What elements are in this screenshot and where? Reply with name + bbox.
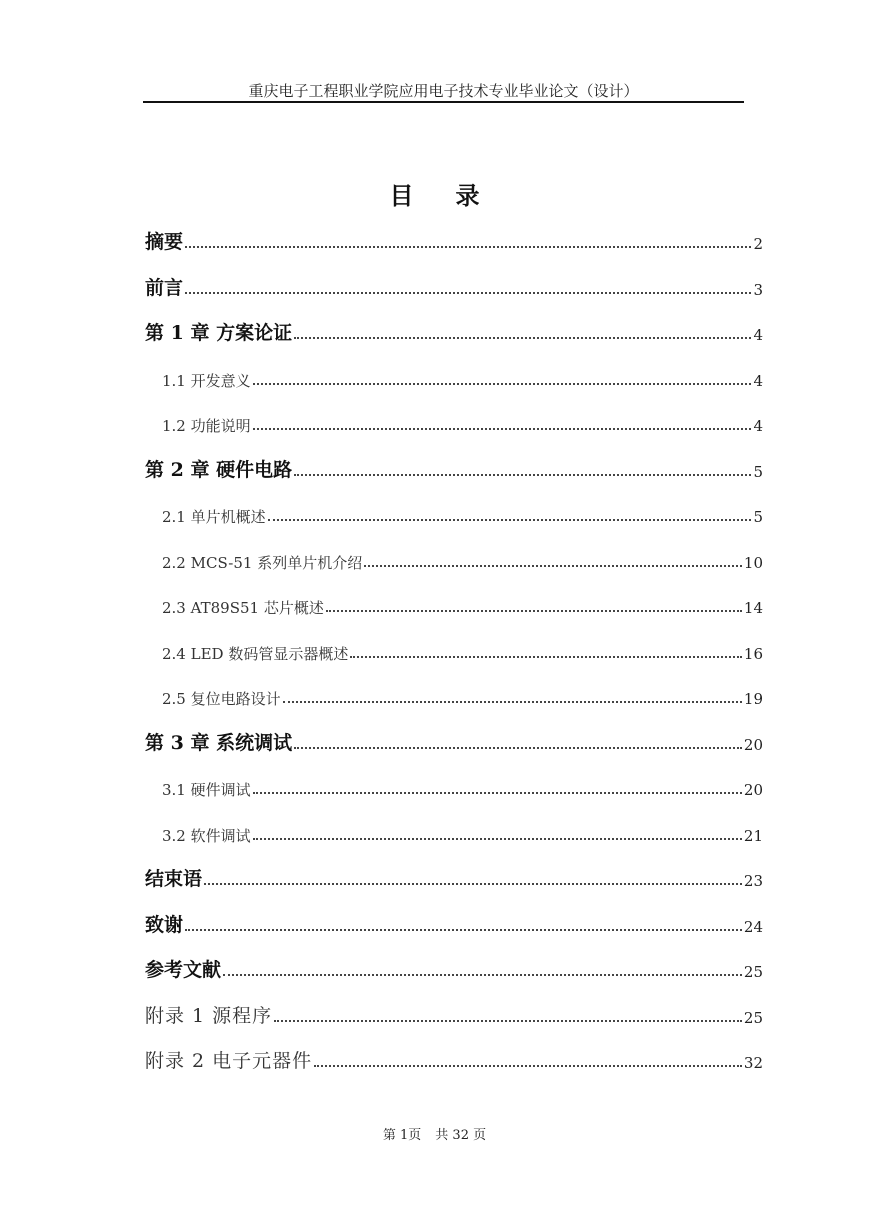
- toc-entry-page: 25: [743, 1008, 763, 1027]
- toc-entry-label: 致谢: [145, 913, 184, 936]
- toc-entry-label: 第 1 章 方案论证: [145, 322, 293, 344]
- toc-entry-page: 5: [753, 462, 763, 481]
- toc-entry-page: 4: [753, 326, 763, 344]
- toc-leader-dots: [294, 746, 742, 749]
- toc-leader-dots: [185, 245, 751, 248]
- toc-entry-label: 第 2 章 硬件电路: [145, 458, 293, 481]
- toc-entry-page: 32: [743, 1054, 763, 1072]
- footer-page-current: 第 1页: [382, 1128, 422, 1143]
- toc-entry-page: 10: [743, 553, 763, 572]
- toc-entry-page: 21: [743, 826, 763, 845]
- toc-entry-label: 附录 2 电子元器件: [145, 1050, 313, 1072]
- toc-entry-page: 3: [753, 280, 763, 299]
- toc-leader-dots: [223, 973, 742, 976]
- toc-entry[interactable]: [145, 270, 763, 300]
- toc-entry-label: 1.2 功能说明: [162, 417, 251, 435]
- toc-leader-dots: [253, 382, 752, 385]
- toc-entry[interactable]: [145, 952, 763, 982]
- toc-entry-page: 4: [753, 371, 763, 390]
- toc-leader-dots: [268, 518, 752, 521]
- toc-entry[interactable]: [162, 588, 763, 618]
- toc-entry-page: 23: [743, 872, 763, 890]
- toc-leader-dots: [283, 700, 742, 703]
- toc-entry-label: 2.2 MCS-51 系列单片机介绍: [162, 553, 363, 572]
- toc-entry-label: 摘要: [145, 231, 184, 253]
- toc-entry[interactable]: [162, 497, 763, 527]
- toc-leader-dots: [314, 1064, 742, 1067]
- toc-entry-label: 2.1 单片机概述: [162, 508, 266, 526]
- header-rule: [143, 101, 744, 103]
- toc-entry-page: 25: [743, 963, 763, 981]
- toc-entry[interactable]: [145, 224, 763, 254]
- toc-entry[interactable]: [145, 315, 763, 345]
- toc-entry[interactable]: [162, 634, 763, 664]
- toc-entry[interactable]: [162, 543, 763, 573]
- toc-title-right: 录: [455, 181, 480, 210]
- toc-title: [0, 176, 869, 211]
- toc-entry[interactable]: [162, 361, 763, 391]
- toc-leader-dots: [185, 928, 742, 931]
- toc-entry-page: 24: [743, 917, 763, 936]
- toc-entry-label: 3.1 硬件调试: [162, 781, 251, 799]
- toc-leader-dots: [294, 336, 751, 339]
- toc-entry-label: 参考文献: [145, 959, 222, 981]
- toc-entry-label: 第 3 章 系统调试: [145, 731, 293, 754]
- toc-entry-page: 20: [743, 781, 763, 799]
- toc-entry-label: 结束语: [145, 868, 203, 890]
- toc-entry-page: 2: [753, 235, 763, 253]
- toc-entry[interactable]: [145, 452, 763, 482]
- toc-leader-dots: [350, 655, 742, 658]
- toc-entry[interactable]: [145, 861, 763, 891]
- toc-leader-dots: [326, 609, 742, 612]
- toc-entry-label: 2.4 LED 数码管显示器概述: [162, 644, 349, 663]
- toc-entry-label: 3.2 软件调试: [162, 826, 251, 845]
- toc-entry[interactable]: [162, 770, 763, 800]
- toc-entry-page: 14: [743, 599, 763, 617]
- toc-entry[interactable]: [162, 679, 763, 709]
- toc-leader-dots: [364, 564, 742, 567]
- toc-entry-page: 19: [743, 690, 763, 708]
- toc-entry-page: 5: [753, 508, 763, 526]
- toc-entry[interactable]: [145, 1043, 763, 1073]
- toc-entry-page: 4: [753, 417, 763, 435]
- toc-entry-label: 2.3 AT89S51 芯片概述: [162, 599, 324, 617]
- toc-entry-label: 1.1 开发意义: [162, 371, 251, 390]
- toc-title-left: 目: [389, 181, 414, 210]
- toc-leader-dots: [253, 427, 752, 430]
- toc-leader-dots: [253, 791, 742, 794]
- toc-entry-label: 2.5 复位电路设计: [162, 690, 281, 708]
- toc-entry-label: 前言: [145, 276, 184, 299]
- toc-leader-dots: [204, 882, 742, 885]
- toc-leader-dots: [253, 837, 742, 840]
- footer-page-total: 共 32 页: [435, 1128, 487, 1143]
- toc-entry-label: 附录 1 源程序: [145, 1004, 273, 1027]
- page-footer: [0, 1124, 869, 1143]
- toc-entry[interactable]: [162, 406, 763, 436]
- page-header: 重庆电子工程职业学院应用电子技术专业毕业论文（设计）: [248, 82, 639, 100]
- toc-entry[interactable]: [145, 907, 763, 937]
- toc-leader-dots: [185, 291, 751, 294]
- toc-entry-page: 16: [743, 644, 763, 663]
- toc-entry[interactable]: [162, 816, 763, 846]
- toc-leader-dots: [274, 1019, 742, 1022]
- toc-leader-dots: [294, 473, 751, 476]
- toc-entry[interactable]: [145, 998, 763, 1028]
- toc-entry-page: 20: [743, 735, 763, 754]
- toc-entry[interactable]: [145, 725, 763, 755]
